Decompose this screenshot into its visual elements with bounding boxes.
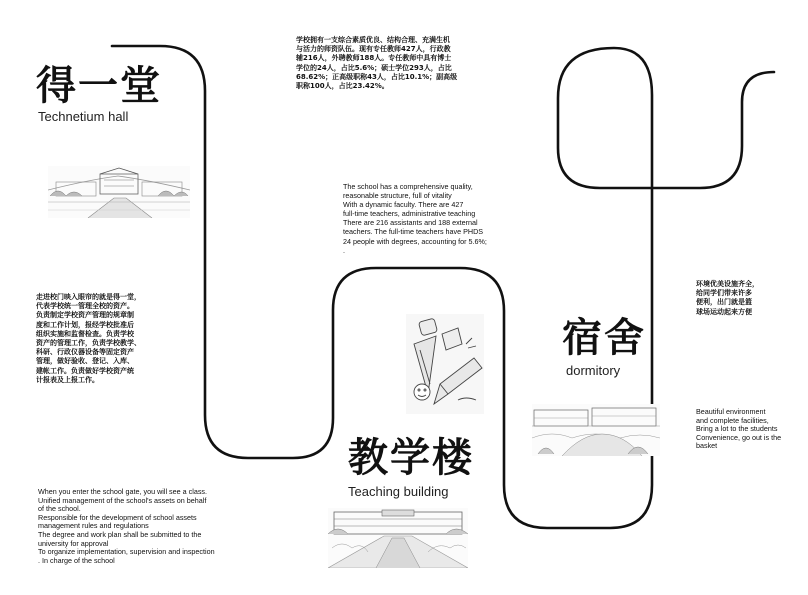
dormitory-title: 宿舍 [562, 314, 646, 361]
hall-body-en: When you enter the school gate, you will see a class. Unified management of the school's assets on behalf of the school. Responsible for the development of school assets management rules and regulations The degree and work plan shall be submitted to the university for approval To organize implementation, supervision and inspection . In charge of the school [38, 487, 215, 565]
teaching-sketch-image [328, 508, 468, 568]
hall-subtitle: Technetium hall [38, 109, 129, 124]
hall-body-cn: 走进校门映入眼帘的就是得一堂， 代表学校统一管理全校的资产。 负责制定学校资产管理的规章制 度和工作计划，报经学校批准后 组织实施和监督检查。负责学校 资产的管理工作，负责学校教学、 科研、行政仪器设备等固定资产 管理，做好验收、登记、入库、 建帐工作。负责做好学校资产统 计报表及上报工作。 [36, 293, 141, 384]
dormitory-sketch-image [532, 404, 660, 456]
teaching-subtitle: Teaching building [348, 484, 449, 499]
stationery-sketch-image [406, 314, 484, 414]
dormitory-subtitle: dormitory [566, 363, 621, 378]
teaching-title: 教学楼 [348, 434, 474, 481]
faculty-body-cn: 学校拥有一支综合素质优良、结构合理、充满生机 与活力的师资队伍。现有专任教师427人，行政教 辅216人，外聘教师188人。专任教师中具有博士 学位的24人，占比5.6%；硕士学位293人，占比 68.62%；正高级职称43人，占比10.1%；副高级 职称100人，占比23.42%。 [296, 36, 458, 91]
dormitory-body-cn: 环境优美设施齐全， 给同学们带来许多 便利，出门就是篮 球场运动起来方便 [696, 280, 759, 316]
faculty-body-en: The school has a comprehensive quality, reasonable structure, full of vitality With a dynamic faculty. There are 427 full-time teachers, administrative teaching There are 216 assistants and 188 external teachers. The full-time teachers have PHDS 24 people with degrees, accounting for 5.6%; . [343, 182, 487, 255]
hall-sketch-image [48, 166, 190, 218]
hall-title: 得一堂 [36, 62, 162, 109]
dormitory-body-en: Beautiful environment and complete facilities, Bring a lot to the students Convenience, go out is the basket [696, 407, 782, 451]
